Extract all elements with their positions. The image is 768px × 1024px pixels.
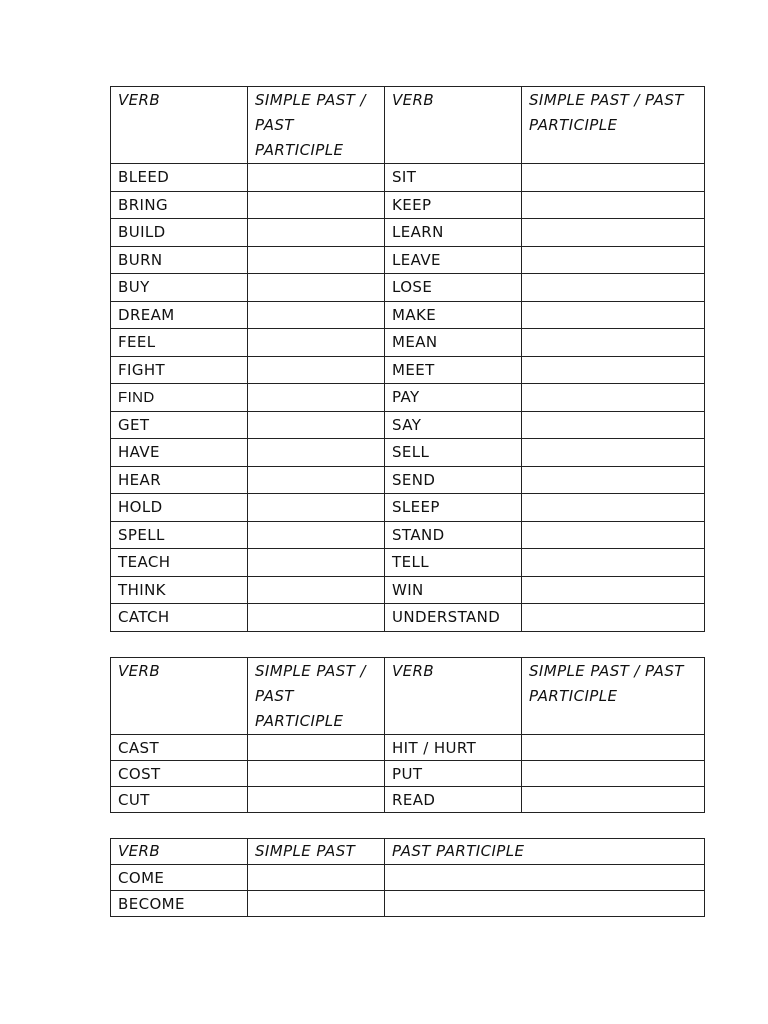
- table-row: [111, 576, 705, 604]
- verb-cell: CATCH: [111, 604, 248, 632]
- answer-cell[interactable]: [248, 576, 385, 604]
- table-row: [111, 891, 705, 917]
- answer-cell[interactable]: [385, 891, 705, 917]
- verb-table-1: [110, 86, 705, 632]
- answer-cell[interactable]: [248, 219, 385, 247]
- table-row: [111, 191, 705, 219]
- answer-cell[interactable]: [522, 439, 705, 467]
- verb-cell: SIT: [385, 164, 522, 192]
- header-simple-past-past-participle: SIMPLE PAST / PAST PARTICIPLE: [522, 87, 705, 164]
- answer-cell[interactable]: [522, 521, 705, 549]
- answer-cell[interactable]: [522, 219, 705, 247]
- verb-table-2: [110, 657, 705, 813]
- answer-cell[interactable]: [248, 246, 385, 274]
- header-simple-past-past-participle: SIMPLE PAST / PAST PARTICIPLE: [248, 87, 385, 164]
- table-row: [111, 494, 705, 522]
- answer-cell[interactable]: [522, 301, 705, 329]
- header-verb: VERB: [385, 658, 522, 735]
- answer-cell[interactable]: [522, 494, 705, 522]
- verb-cell: MEET: [385, 356, 522, 384]
- answer-cell[interactable]: [248, 384, 385, 412]
- header-past-participle: PAST PARTICIPLE: [385, 839, 705, 865]
- answer-cell[interactable]: [522, 164, 705, 192]
- table-row: [111, 604, 705, 632]
- verb-cell: SEND: [385, 466, 522, 494]
- answer-cell[interactable]: [248, 301, 385, 329]
- verb-cell: BECOME: [111, 891, 248, 917]
- verb-cell: BURN: [111, 246, 248, 274]
- verb-cell: DREAM: [111, 301, 248, 329]
- verb-cell: TELL: [385, 549, 522, 577]
- verb-cell: SPELL: [111, 521, 248, 549]
- answer-cell[interactable]: [248, 891, 385, 917]
- verb-cell: UNDERSTAND: [385, 604, 522, 632]
- table-row: [111, 735, 705, 761]
- table-row: [111, 356, 705, 384]
- table-row: [111, 329, 705, 357]
- answer-cell[interactable]: [522, 329, 705, 357]
- table-row: [111, 865, 705, 891]
- verb-cell: HIT / HURT: [385, 735, 522, 761]
- verb-cell: BRING: [111, 191, 248, 219]
- answer-cell[interactable]: [248, 787, 385, 813]
- verb-cell: TEACH: [111, 549, 248, 577]
- table-row: [111, 384, 705, 412]
- answer-cell[interactable]: [248, 329, 385, 357]
- header-simple-past-past-participle: SIMPLE PAST / PAST PARTICIPLE: [522, 658, 705, 735]
- verb-cell: COME: [111, 865, 248, 891]
- answer-cell[interactable]: [522, 191, 705, 219]
- verb-cell: BLEED: [111, 164, 248, 192]
- verb-cell: MAKE: [385, 301, 522, 329]
- table-row: [111, 246, 705, 274]
- header-verb: VERB: [111, 839, 248, 865]
- answer-cell[interactable]: [522, 549, 705, 577]
- verb-cell: LEARN: [385, 219, 522, 247]
- table-row: [111, 164, 705, 192]
- table-row: [111, 301, 705, 329]
- header-simple-past-past-participle: SIMPLE PAST / PAST PARTICIPLE: [248, 658, 385, 735]
- answer-cell[interactable]: [248, 494, 385, 522]
- verb-cell: KEEP: [385, 191, 522, 219]
- answer-cell[interactable]: [385, 865, 705, 891]
- verb-cell: SLEEP: [385, 494, 522, 522]
- answer-cell[interactable]: [248, 411, 385, 439]
- answer-cell[interactable]: [248, 466, 385, 494]
- verb-cell: FEEL: [111, 329, 248, 357]
- table-header-row: [111, 658, 705, 735]
- answer-cell[interactable]: [522, 761, 705, 787]
- answer-cell[interactable]: [248, 865, 385, 891]
- verb-table-3: [110, 838, 705, 917]
- table-header-row: [111, 87, 705, 164]
- verb-cell: PUT: [385, 761, 522, 787]
- verb-cell: SAY: [385, 411, 522, 439]
- table-row: [111, 549, 705, 577]
- table-row: [111, 274, 705, 302]
- verb-cell: THINK: [111, 576, 248, 604]
- verb-cell: LOSE: [385, 274, 522, 302]
- header-verb: VERB: [111, 658, 248, 735]
- verb-cell: CUT: [111, 787, 248, 813]
- answer-cell[interactable]: [522, 274, 705, 302]
- answer-cell[interactable]: [522, 735, 705, 761]
- verb-cell: LEAVE: [385, 246, 522, 274]
- verb-cell: HEAR: [111, 466, 248, 494]
- verb-cell: READ: [385, 787, 522, 813]
- answer-cell[interactable]: [248, 191, 385, 219]
- verb-cell: SELL: [385, 439, 522, 467]
- verb-cell: CAST: [111, 735, 248, 761]
- answer-cell[interactable]: [522, 466, 705, 494]
- answer-cell[interactable]: [248, 761, 385, 787]
- answer-cell[interactable]: [522, 787, 705, 813]
- verb-cell: BUY: [111, 274, 248, 302]
- answer-cell[interactable]: [248, 356, 385, 384]
- answer-cell[interactable]: [248, 439, 385, 467]
- verb-cell: FIND: [111, 384, 248, 412]
- verb-cell: HOLD: [111, 494, 248, 522]
- table-row: [111, 787, 705, 813]
- verb-cell: MEAN: [385, 329, 522, 357]
- table-header-row: [111, 839, 705, 865]
- verb-cell: HAVE: [111, 439, 248, 467]
- answer-cell[interactable]: [522, 246, 705, 274]
- table-row: [111, 466, 705, 494]
- answer-cell[interactable]: [248, 274, 385, 302]
- answer-cell[interactable]: [522, 576, 705, 604]
- answer-cell[interactable]: [248, 604, 385, 632]
- answer-cell[interactable]: [248, 164, 385, 192]
- table-row: [111, 219, 705, 247]
- answer-cell[interactable]: [522, 604, 705, 632]
- table-row: [111, 411, 705, 439]
- table-row: [111, 761, 705, 787]
- answer-cell[interactable]: [248, 549, 385, 577]
- table-row: [111, 521, 705, 549]
- header-verb: VERB: [385, 87, 522, 164]
- answer-cell[interactable]: [248, 735, 385, 761]
- verb-cell: GET: [111, 411, 248, 439]
- header-simple-past: SIMPLE PAST: [248, 839, 385, 865]
- verb-cell: PAY: [385, 384, 522, 412]
- answer-cell[interactable]: [522, 356, 705, 384]
- answer-cell[interactable]: [522, 384, 705, 412]
- verb-cell: STAND: [385, 521, 522, 549]
- verb-cell: BUILD: [111, 219, 248, 247]
- header-verb: VERB: [111, 87, 248, 164]
- table-row: [111, 439, 705, 467]
- verb-cell: FIGHT: [111, 356, 248, 384]
- answer-cell[interactable]: [522, 411, 705, 439]
- verb-cell: WIN: [385, 576, 522, 604]
- answer-cell[interactable]: [248, 521, 385, 549]
- verb-cell: COST: [111, 761, 248, 787]
